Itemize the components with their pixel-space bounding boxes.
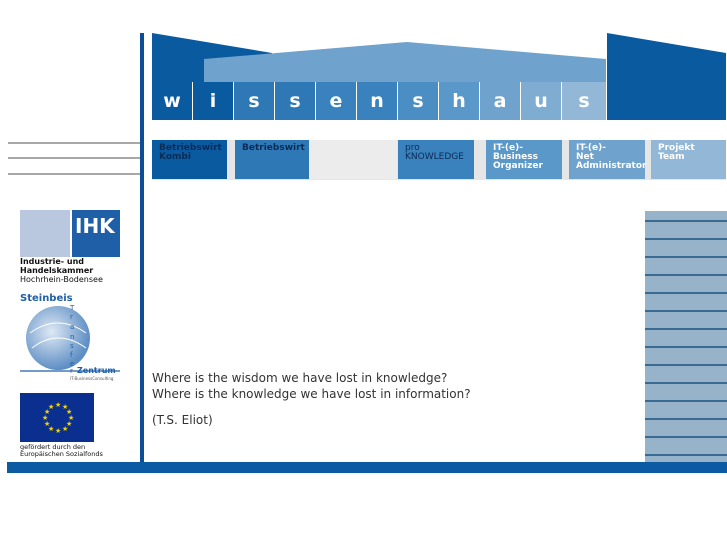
- banner-letter: e: [329, 90, 343, 112]
- steinbeis-letter: T: [70, 304, 75, 312]
- banner-letter: u: [534, 90, 548, 112]
- steinbeis-letter: e: [70, 360, 75, 368]
- steinbeis-letter: n: [70, 333, 75, 341]
- quote-author: (T.S. Eliot): [152, 413, 213, 427]
- nav-item-pro-knowledge[interactable]: [398, 140, 474, 179]
- stripe-line: [645, 328, 727, 330]
- eu-flag[interactable]: [20, 393, 94, 442]
- steinbeis-letter: r: [70, 313, 73, 321]
- main-nav: [152, 140, 726, 180]
- svg-text:★: ★: [48, 403, 55, 411]
- banner-letter: i: [209, 90, 217, 112]
- stripe-line: [645, 400, 727, 402]
- left-rule: [8, 142, 140, 144]
- svg-text:★: ★: [55, 401, 62, 409]
- svg-text:★: ★: [62, 425, 69, 433]
- eu-stars-icon: [20, 393, 94, 442]
- banner-letter: s: [289, 90, 301, 112]
- vertical-divider: [140, 33, 144, 463]
- nav-item-label: Betriebswirt: [242, 143, 305, 153]
- quote-line: Where is the wisdom we have lost in knowledge?: [152, 371, 448, 385]
- stripe-line: [645, 238, 727, 240]
- stripe-line: [645, 220, 727, 222]
- nav-item-business-organizer[interactable]: [486, 140, 562, 179]
- nav-item-label: IT-(e)- Net Administrator: [576, 143, 647, 171]
- ihk-logo-text: IHK: [75, 214, 115, 238]
- eu-line: gefördert durch den: [20, 443, 86, 451]
- svg-text:★: ★: [62, 403, 69, 411]
- nav-item-betriebswirt[interactable]: [235, 140, 309, 179]
- nav-item-betriebswirt-kombi[interactable]: [152, 140, 227, 179]
- svg-text:★: ★: [66, 408, 73, 416]
- stripe-line: [645, 346, 727, 348]
- ihk-line: Hochrhein-Bodensee: [20, 275, 103, 284]
- stripe-line: [645, 436, 727, 438]
- svg-text:★: ★: [44, 420, 51, 428]
- left-rule: [8, 157, 140, 159]
- steinbeis-zentrum: Zentrum: [77, 366, 116, 375]
- steinbeis-letter: r: [70, 367, 73, 375]
- steinbeis-letter: s: [70, 342, 74, 350]
- banner-letter: w: [163, 90, 181, 112]
- ihk-line: Industrie- und: [20, 257, 85, 266]
- nav-item-net-administrator[interactable]: [569, 140, 645, 179]
- banner-letter: h: [452, 90, 466, 112]
- eu-line: Europäischen Sozialfonds: [20, 450, 103, 458]
- svg-text:★: ★: [55, 427, 62, 435]
- stripe-line: [645, 256, 727, 258]
- banner-letter: s: [578, 90, 590, 112]
- svg-text:★: ★: [68, 414, 75, 422]
- steinbeis-small: IT-BusinessConsulting: [70, 376, 114, 381]
- ihk-logo[interactable]: [20, 210, 120, 257]
- nav-item-label: pro KNOWLEDGE: [405, 143, 464, 162]
- quote-block: [152, 370, 471, 428]
- stripe-line: [645, 418, 727, 420]
- nav-item-projekt-team[interactable]: [651, 140, 726, 179]
- banner-letter: a: [493, 90, 507, 112]
- striped-panel: [645, 211, 727, 462]
- stripe-line: [645, 454, 727, 456]
- svg-text:★: ★: [42, 414, 49, 422]
- ihk-caption: [20, 257, 103, 284]
- footer-bar: [7, 462, 727, 473]
- banner-letter: s: [412, 90, 424, 112]
- nav-item-label: IT-(e)- Business Organizer: [493, 143, 543, 171]
- left-rule: [8, 173, 140, 175]
- nav-item-label: Projekt Team: [658, 143, 695, 162]
- stripe-line: [645, 382, 727, 384]
- steinbeis-letter: f: [70, 351, 73, 359]
- ihk-line: Handelskammer: [20, 266, 94, 275]
- steinbeis-title: Steinbeis: [20, 293, 73, 304]
- stripe-line: [645, 292, 727, 294]
- nav-item-empty: [309, 140, 397, 179]
- quote-line: Where is the knowledge we have lost in information?: [152, 387, 471, 401]
- banner-letter: n: [370, 90, 384, 112]
- nav-item-label: Betriebswirt Kombi: [159, 143, 222, 162]
- svg-text:★: ★: [66, 420, 73, 428]
- svg-text:★: ★: [48, 425, 55, 433]
- stripe-line: [645, 274, 727, 276]
- site-banner[interactable]: [152, 33, 726, 121]
- steinbeis-logo[interactable]: [20, 293, 125, 383]
- svg-text:★: ★: [44, 408, 51, 416]
- stripe-line: [645, 310, 727, 312]
- banner-letter: s: [248, 90, 260, 112]
- eu-caption: [20, 444, 103, 458]
- steinbeis-letter: a: [70, 323, 75, 331]
- stripe-line: [645, 364, 727, 366]
